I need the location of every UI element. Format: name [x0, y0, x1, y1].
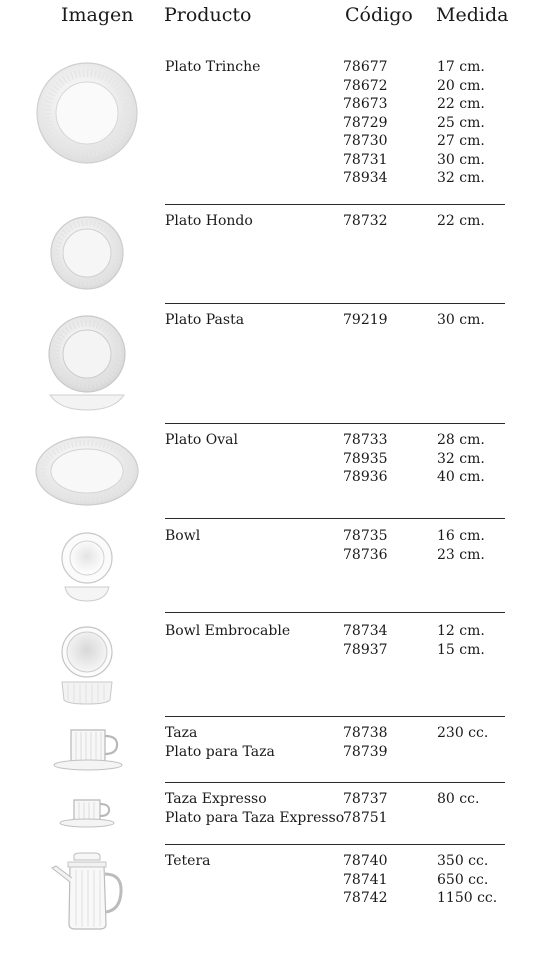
header-image: Imagen: [61, 4, 134, 26]
product-sizes: 17 cm. 20 cm. 22 cm. 25 cm. 27 cm. 30 cm. 32 cm.: [437, 59, 485, 186]
product-name: Plato Oval: [165, 432, 238, 448]
product-codes: 78733 78935 78936: [343, 432, 388, 485]
bowl-image: [28, 527, 148, 605]
product-name: Bowl Embrocable: [165, 623, 291, 639]
row-divider: [165, 612, 505, 613]
taza-expresso-image: [28, 790, 148, 832]
product-codes: 78735 78736: [343, 528, 388, 563]
row-divider: [165, 423, 505, 424]
header-product: Producto: [164, 4, 252, 26]
product-name: Taza Plato para Taza: [165, 725, 275, 760]
product-codes: 79219: [343, 312, 388, 328]
product-codes: 78738 78739: [343, 725, 388, 760]
product-name: Plato Hondo: [165, 213, 253, 229]
product-sizes: 30 cm.: [437, 312, 485, 328]
product-name: Plato Pasta: [165, 312, 245, 328]
plato-oval-image: [28, 431, 148, 511]
product-sizes: 22 cm.: [437, 213, 485, 229]
product-name: Bowl: [165, 528, 201, 544]
product-codes: 78737 78751: [343, 791, 388, 826]
row-divider: [165, 844, 505, 845]
product-name: Taza Expresso Plato para Taza Expresso: [165, 791, 345, 826]
plato-pasta-image: [28, 311, 148, 413]
product-name: Tetera: [165, 853, 211, 869]
product-codes: 78734 78937: [343, 623, 388, 658]
row-divider: [165, 518, 505, 519]
product-codes: 78677 78672 78673 78729 78730 78731 78934: [343, 59, 388, 186]
row-divider: [165, 716, 505, 717]
taza-image: [28, 724, 148, 774]
product-sizes: 12 cm. 15 cm.: [437, 623, 485, 658]
product-sizes: 16 cm. 23 cm.: [437, 528, 485, 563]
row-divider: [165, 303, 505, 304]
plato-hondo-image: [28, 212, 148, 294]
product-sizes: 80 cc.: [437, 791, 480, 807]
bowl-embrocable-image: [28, 622, 148, 708]
header-size: Medida: [436, 4, 509, 26]
product-name: Plato Trinche: [165, 59, 261, 75]
product-sizes: 350 cc. 650 cc. 1150 cc.: [437, 853, 498, 906]
product-codes: 78732: [343, 213, 388, 229]
header-code: Código: [345, 4, 413, 26]
row-divider: [165, 782, 505, 783]
product-sizes: 230 cc.: [437, 725, 489, 741]
plato-trinche-image: [28, 58, 148, 168]
row-divider: [165, 204, 505, 205]
tetera-image: [28, 852, 148, 934]
product-codes: 78740 78741 78742: [343, 853, 388, 906]
product-sizes: 28 cm. 32 cm. 40 cm.: [437, 432, 485, 485]
